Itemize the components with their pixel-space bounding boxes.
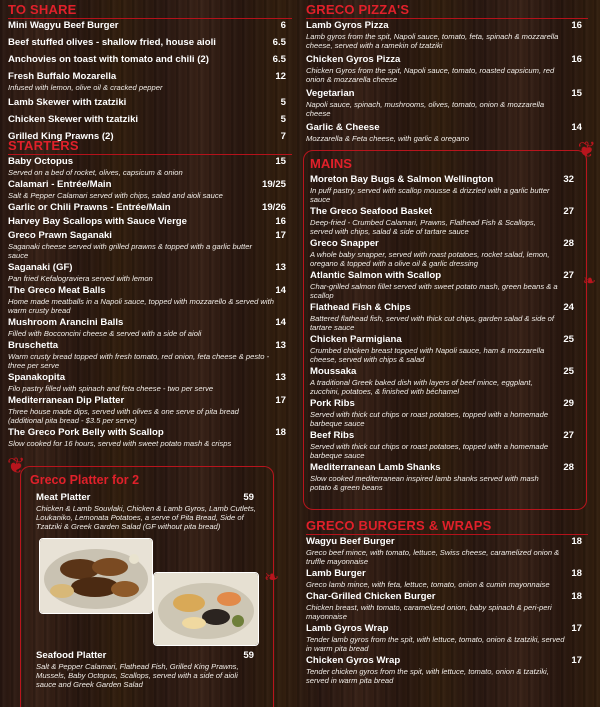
pizzas-section bbox=[306, 2, 588, 147]
item-name: Seafood Platter bbox=[36, 650, 107, 661]
item-name: Chicken Gyros Wrap bbox=[306, 655, 401, 666]
item-price: 18 bbox=[571, 568, 582, 579]
item-description: Filo pastry filled with spinach and feta cheese - two per serve bbox=[8, 384, 214, 393]
item-price: 14 bbox=[571, 122, 582, 133]
item-name: Greco Snapper bbox=[310, 238, 379, 249]
item-price: 18 bbox=[275, 427, 286, 438]
item-price: 59 bbox=[243, 650, 254, 661]
menu-item bbox=[8, 230, 292, 260]
item-description: Chicken Gyros from the spit, Napoli sauce, tomato, roasted capsicum, red onion & mozzarella cheese bbox=[306, 66, 555, 84]
item-description: Slow cooked for 16 hours, served with sweet potato mash & crisps bbox=[8, 439, 232, 448]
menu-item bbox=[306, 54, 588, 84]
seafood-platter-image bbox=[154, 573, 258, 645]
pizzas-heading: GRECO PIZZA'S bbox=[306, 2, 588, 19]
menu-item bbox=[306, 655, 588, 685]
item-description: Served with thick cut chips or roast potatoes, topped with a homemade barbeque sauce bbox=[310, 410, 549, 428]
menu-item bbox=[306, 591, 588, 621]
item-description: Chicken breast, with tomato, caramelized onion, baby spinach & peri-peri mayonnaise bbox=[306, 603, 552, 621]
item-price: 12 bbox=[275, 71, 286, 82]
item-description: Served with thick cut chips or roast potatoes, topped with a homemade barbeque sauce bbox=[310, 442, 549, 460]
item-name: Beef stuffed olives - shallow fried, house aioli bbox=[8, 37, 216, 48]
pizzas-list bbox=[306, 20, 588, 143]
item-name: Mushroom Arancini Balls bbox=[8, 317, 124, 328]
platter-section bbox=[30, 472, 266, 531]
item-description: A traditional Greek baked dish with layers of beef mince, eggplant, zucchini, potatoes, & finished with béchamel bbox=[310, 378, 533, 396]
item-name: Harvey Bay Scallops with Sauce Vierge bbox=[8, 216, 187, 227]
item-price: 32 bbox=[563, 174, 574, 185]
item-price: 18 bbox=[571, 591, 582, 602]
menu-item bbox=[8, 202, 292, 214]
item-description: Saganaki cheese served with grilled prawns & topped with a garlic butter sauce bbox=[8, 242, 252, 260]
item-name: The Greco Pork Belly with Scallop bbox=[8, 427, 164, 438]
item-name: Chicken Parmigiana bbox=[310, 334, 402, 345]
item-price: 15 bbox=[275, 156, 286, 167]
item-price: 13 bbox=[275, 262, 286, 273]
item-name: Moussaka bbox=[310, 366, 357, 377]
item-price: 28 bbox=[563, 462, 574, 473]
item-description: Napoli sauce, spinach, mushrooms, olives, tomato, onion & mozzarella cheese bbox=[306, 100, 545, 118]
item-name: Saganaki (GF) bbox=[8, 262, 73, 273]
item-price: 16 bbox=[275, 216, 286, 227]
platter-heading: Greco Platter for 2 bbox=[30, 473, 140, 487]
item-description: Salt & Pepper Calamari served with chips, salad and aioli sauce bbox=[8, 191, 223, 200]
mains-heading: MAINS bbox=[310, 156, 352, 171]
menu-item bbox=[306, 88, 588, 118]
burgers-heading: GRECO BURGERS & WRAPS bbox=[306, 518, 588, 535]
item-name: Beef Ribs bbox=[310, 430, 355, 441]
platter-item-meat bbox=[30, 492, 266, 531]
item-price: 5 bbox=[280, 114, 286, 125]
item-name: Mini Wagyu Beef Burger bbox=[8, 20, 119, 31]
item-description: Slow cooked mediterranean inspired lamb shanks served with mash potato & green beans bbox=[310, 474, 539, 492]
swirl-ornament-left: ❦ bbox=[7, 453, 26, 478]
menu-item bbox=[310, 238, 578, 268]
item-name: Spanakopita bbox=[8, 372, 66, 383]
item-description: Crumbed chicken breast topped with Napoli sauce, ham & mozzarella cheese, served with chips & salad bbox=[310, 346, 545, 364]
menu-item bbox=[310, 334, 578, 364]
menu-item bbox=[8, 340, 292, 370]
item-price: 29 bbox=[563, 398, 574, 409]
menu-item bbox=[8, 20, 292, 32]
item-name: Vegetarian bbox=[306, 88, 355, 99]
item-name: Mediterranean Lamb Shanks bbox=[310, 462, 441, 473]
menu-item bbox=[306, 122, 588, 143]
item-description: Greco beef mince, with tomato, lettuce, Swiss cheese, caramelized onion & truffle mayonnaise bbox=[306, 548, 560, 566]
item-description: Battered flathead fish, served with thick cut chips, garden salad & side of tartare sauce bbox=[310, 314, 554, 332]
menu-item bbox=[8, 156, 292, 177]
item-price: 59 bbox=[243, 492, 254, 503]
item-price: 7 bbox=[280, 131, 286, 142]
menu-item bbox=[8, 427, 292, 448]
item-price: 17 bbox=[275, 230, 286, 241]
seafood-platter-photo bbox=[153, 572, 259, 646]
menu-item bbox=[8, 317, 292, 338]
item-price: 6 bbox=[280, 20, 286, 31]
item-name: Calamari - Entrée/Main bbox=[8, 179, 112, 190]
item-description: Greco lamb mince, with feta, lettuce, tomato, onion & cumin mayonnaise bbox=[306, 580, 550, 589]
menu-item bbox=[8, 285, 292, 315]
menu-item bbox=[8, 37, 292, 49]
menu-item bbox=[8, 262, 292, 283]
menu-item bbox=[306, 20, 588, 50]
item-name: Fresh Buffalo Mozarella bbox=[8, 71, 117, 82]
item-price: 28 bbox=[563, 238, 574, 249]
item-name: Garlic or Chili Prawns - Entrée/Main bbox=[8, 202, 171, 213]
item-name: Lamb Skewer with tzatziki bbox=[8, 97, 127, 108]
item-price: 14 bbox=[275, 285, 286, 296]
menu-item bbox=[310, 302, 578, 332]
to-share-heading: TO SHARE bbox=[8, 2, 292, 19]
item-description: Chicken & Lamb Souvlaki, Chicken & Lamb Gyros, Lamb Cutlets, Loukaniko, Lemonata Potatoes, a serve of Pita Bread, Side of Tzatziki & Greek Garden Salad (GF without pita bread) bbox=[36, 504, 256, 531]
menu-item bbox=[8, 71, 292, 92]
item-price: 25 bbox=[563, 334, 574, 345]
item-name: Anchovies on toast with tomato and chili (2) bbox=[8, 54, 209, 65]
item-price: 13 bbox=[275, 372, 286, 383]
menu-item bbox=[310, 398, 578, 428]
item-price: 17 bbox=[571, 655, 582, 666]
menu-item bbox=[310, 174, 578, 204]
item-price: 18 bbox=[571, 536, 582, 547]
menu-item bbox=[8, 395, 292, 425]
item-name: Wagyu Beef Burger bbox=[306, 536, 395, 547]
meat-platter-image bbox=[40, 539, 152, 613]
item-name: Mediterranean Dip Platter bbox=[8, 395, 125, 406]
item-name: Grilled King Prawns (2) bbox=[8, 131, 114, 142]
starters-heading: STARTERS bbox=[8, 138, 292, 155]
item-price: 14 bbox=[275, 317, 286, 328]
starters-list bbox=[8, 156, 292, 448]
menu-item bbox=[306, 536, 588, 566]
item-description: Served on a bed of rocket, olives, capsicum & onion bbox=[8, 168, 183, 177]
swirl-ornament-top-right: ❦ bbox=[577, 137, 596, 162]
item-name: Baby Octopus bbox=[8, 156, 74, 167]
item-description: Three house made dips, served with olives & one serve of pita bread (additional pita bread - $3.5 per serve) bbox=[8, 407, 239, 425]
item-price: 16 bbox=[571, 20, 582, 31]
item-price: 27 bbox=[563, 270, 574, 281]
menu-item bbox=[310, 462, 578, 492]
menu-item bbox=[8, 179, 292, 200]
menu-item bbox=[8, 216, 292, 228]
item-description: Tender lamb gyros from the spit, with lettuce, tomato, onion & tzatziki, served in warm pita bread bbox=[306, 635, 565, 653]
menu-item bbox=[8, 372, 292, 393]
item-name: Greco Prawn Saganaki bbox=[8, 230, 112, 241]
item-description: Lamb gyros from the spit, Napoli sauce, tomato, feta, spinach & mozzarella cheese, served with a ramekin of tzatziki bbox=[306, 32, 559, 50]
item-name: Flathead Fish & Chips bbox=[310, 302, 411, 313]
item-price: 25 bbox=[563, 366, 574, 377]
item-name: Char-Grilled Chicken Burger bbox=[306, 591, 436, 602]
meat-platter-photo bbox=[39, 538, 153, 614]
burgers-list bbox=[306, 536, 588, 685]
item-description: Mozzarella & Feta cheese, with garlic & oregano bbox=[306, 134, 469, 143]
item-price: 19/25 bbox=[261, 179, 286, 190]
swirl-ornament-right: ❧ bbox=[264, 567, 280, 587]
item-name: Lamb Gyros Pizza bbox=[306, 20, 389, 31]
item-name: Lamb Burger bbox=[306, 568, 366, 579]
item-price: 15 bbox=[571, 88, 582, 99]
item-description: Tender chicken gyros from the spit, with lettuce, tomato, onion & tzatziki, served in warm pita bread bbox=[306, 667, 549, 685]
item-name: Chicken Skewer with tzatziki bbox=[8, 114, 139, 125]
item-name: Lamb Gyros Wrap bbox=[306, 623, 389, 634]
menu-item bbox=[310, 366, 578, 396]
item-name: Atlantic Salmon with Scallop bbox=[310, 270, 442, 281]
item-price: 24 bbox=[563, 302, 574, 313]
item-description: Home made meatballs in a Napoli sauce, topped with mozzarello & served with warm crusty bread bbox=[8, 297, 274, 315]
menu-item bbox=[306, 568, 588, 589]
menu-item bbox=[8, 97, 292, 109]
menu-item bbox=[310, 206, 578, 236]
item-price: 17 bbox=[275, 395, 286, 406]
item-price: 19/26 bbox=[261, 202, 286, 213]
item-price: 27 bbox=[563, 206, 574, 217]
item-description: Char-grilled salmon fillet served with sweet potato mash, green beans & a scallop bbox=[310, 282, 558, 300]
item-price: 17 bbox=[571, 623, 582, 634]
item-price: 16 bbox=[571, 54, 582, 65]
item-name: Meat Platter bbox=[36, 492, 91, 503]
menu-item bbox=[306, 623, 588, 653]
to-share-list bbox=[8, 20, 292, 143]
burgers-section bbox=[306, 518, 588, 687]
item-description: Pan fried Kefalograviera served with lemon bbox=[8, 274, 153, 283]
item-description: Infused with lemon, olive oil & cracked pepper bbox=[8, 83, 163, 92]
item-description: A whole baby snapper, served with roast potatoes, rocket salad, lemon, oregano & topped with a olive oil & garlic dressing bbox=[310, 250, 550, 268]
item-price: 5 bbox=[280, 97, 286, 108]
item-description: Deep-fried - Crumbed Calamari, Prawns, Flathead Fish & Scallops, served with chips, salad & side of tartare sauce bbox=[310, 218, 536, 236]
item-description: In puff pastry, served with scallop mousse & drizzled with a garlic butter sauce bbox=[310, 186, 550, 204]
item-price: 6.5 bbox=[272, 54, 286, 65]
item-name: The Greco Seafood Basket bbox=[310, 206, 433, 217]
item-name: Garlic & Cheese bbox=[306, 122, 380, 133]
item-description: Salt & Pepper Calamari, Flathead Fish, Grilled King Prawns, Mussels, Baby Octopus, Scallops, served with a side of aioli sauce and Greek Garden Salad bbox=[36, 662, 239, 689]
menu-item bbox=[310, 430, 578, 460]
item-price: 6.5 bbox=[272, 37, 286, 48]
menu-item bbox=[8, 114, 292, 126]
item-description: Warm crusty bread topped with fresh tomato, red onion, feta cheese & pesto - three per serve bbox=[8, 352, 270, 370]
platter-item-seafood bbox=[30, 650, 266, 689]
starters-section bbox=[8, 138, 292, 450]
platter-section-seafood bbox=[30, 650, 266, 689]
item-name: Pork Ribs bbox=[310, 398, 355, 409]
item-name: The Greco Meat Balls bbox=[8, 285, 106, 296]
swirl-ornament-mid-right: ❧ bbox=[582, 273, 596, 290]
item-price: 27 bbox=[563, 430, 574, 441]
item-name: Moreton Bay Bugs & Salmon Wellington bbox=[310, 174, 494, 185]
item-name: Bruschetta bbox=[8, 340, 59, 351]
mains-list bbox=[310, 174, 578, 492]
mains-section bbox=[310, 156, 578, 494]
to-share-section bbox=[8, 2, 292, 148]
item-description: Filled with Bocconcini cheese & served with a side of aioli bbox=[8, 329, 202, 338]
item-price: 13 bbox=[275, 340, 286, 351]
item-name: Chicken Gyros Pizza bbox=[306, 54, 401, 65]
menu-item bbox=[310, 270, 578, 300]
menu-item bbox=[8, 54, 292, 66]
